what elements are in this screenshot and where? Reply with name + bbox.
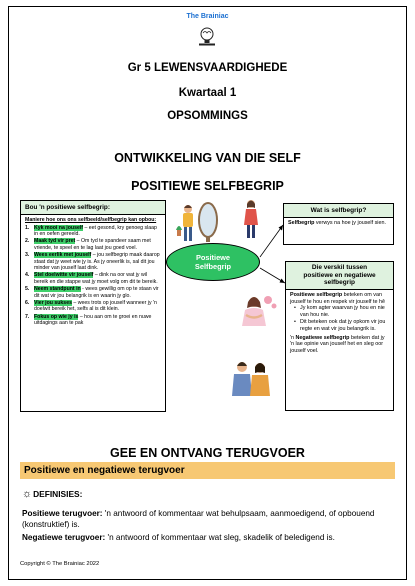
list-item: • Jy kom agter waarvan jy hou en nie van hou nie.	[294, 305, 389, 319]
mirror-person-illustration	[172, 200, 224, 244]
list-item: • Dit beteken ook dat jy opkom vir jou regte en wat vir jou belangrik is.	[294, 319, 389, 333]
sun-icon: ☼	[22, 488, 33, 500]
brand-name: The Brainiac	[186, 13, 229, 20]
positive-bullets	[286, 305, 393, 332]
list-item: 2. Maak tyd vir pret – Om tyd te spandeer saam met vriende, te speel en te lag laat jou goed voel.	[25, 238, 151, 252]
list-item: 3. Wees eerlik met jouself – jou selfbegrip maak daarop staat dat jy weet wie jy is. As jy oneerlik is, sal dit jou minder van jouself laat dink.	[25, 252, 160, 272]
summaries-title: OPSOMMINGS	[167, 110, 248, 122]
list-item: 7. Fokus op wie jy is – hou aan om te groei en nuwe uitdagings aan te pak	[25, 313, 152, 327]
build-self-concept-subheading: Maniere hoe ons ons selfbeeld/selfbegrip kan opbou:	[25, 217, 157, 223]
difference-box	[285, 261, 394, 411]
list-item: 6. Vier jou sukses – wees trots op jouself wanneer jy 'n doelwit bereik het, selfs al is dit klein.	[25, 299, 157, 313]
build-self-concept-box	[20, 200, 166, 412]
two-people-illustration	[228, 358, 276, 398]
negative-feedback-definition: Negatiewe terugvoer: 'n antwoord of kommentaar wat sleg, skadelik of beledigend is.	[22, 533, 335, 542]
list-item: 1. Kyk mooi na jouself – eet gesond, kry genoeg slaap in en oefen gereeld.	[25, 224, 157, 238]
steps-list	[21, 224, 165, 327]
negative-self-concept-text: 'n Negatiewe selfbegrip beteken dat jy 'n lae opinie van jouself het en sleg oor jouself voel.	[290, 334, 385, 355]
term-title: Kwartaal 1	[178, 87, 237, 99]
definitions-label: ☼DEFINISIES:	[22, 488, 83, 500]
what-is-self-concept-box	[283, 203, 394, 245]
section-title: ONTWIKKELING VAN DIE SELF	[114, 151, 301, 165]
self-hug-illustration	[236, 290, 280, 330]
positive-self-concept-text: Positiewe selfbegrip beteken om van jouself te hou en respek vir jouself te hê	[290, 291, 385, 305]
build-self-concept-heading: Bou 'n positiewe selfbegrip:	[21, 201, 165, 215]
woman-illustration	[238, 198, 264, 240]
difference-heading: Die verskil tussen positiewe en negatiewe selfbegrip	[286, 262, 393, 290]
section-subtitle: POSITIEWE SELFBEGRIP	[131, 179, 284, 193]
what-is-self-concept-heading: Wat is selfbegrip?	[284, 204, 393, 218]
feedback-title: GEE EN ONTVANG TERUGVOER	[110, 446, 305, 460]
grade-title: Gr 5 LEWENSVAARDIGHEDE	[127, 62, 288, 74]
list-item: 5. Neem standpunt in - wees gewillig om op te staan vir dit wat vir jou belangrik is en waarin jy glo.	[25, 286, 159, 299]
list-item: 4. Stel doelwitte vir jouself – dink na oor wat jy wil bereik en die stappe wat jy moet volg om dit te bereik.	[25, 272, 158, 286]
feedback-band: Positiewe en negatiewe terugvoer	[20, 462, 395, 479]
copyright: Copyright © The Brainiac 2022	[20, 561, 100, 567]
positive-self-concept-node	[166, 243, 260, 281]
node-label-line1: Positiewe	[195, 253, 231, 262]
self-concept-definition: Selfbegrip verwys na hoe jy jouself sien.	[288, 220, 386, 226]
node-label-line2: Selfbegrip	[194, 261, 232, 271]
positive-feedback-definition: Positiewe terugvoer: 'n antwoord of kommentaar wat behulpsaam, aanmoedigend, of opbouend (konstruktief) is.	[22, 509, 375, 529]
